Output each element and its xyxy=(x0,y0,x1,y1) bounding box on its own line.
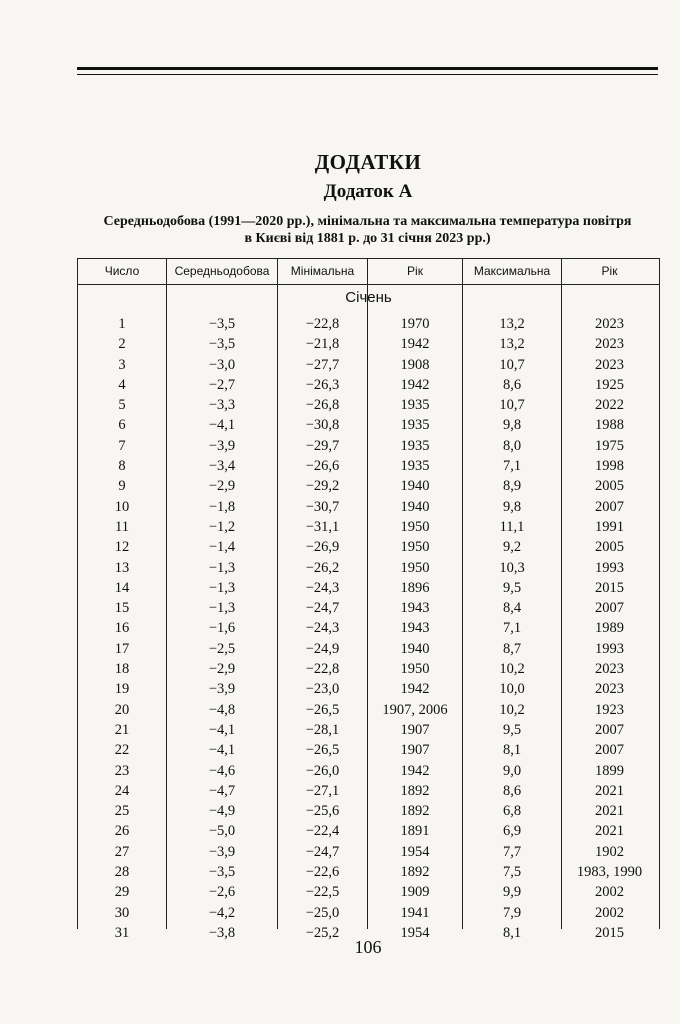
cell-maximum: 8,7 xyxy=(502,640,522,657)
cell-maximum-year: 1993 xyxy=(595,640,624,657)
cell-maximum-year: 1993 xyxy=(595,559,624,576)
table-row xyxy=(78,497,659,517)
table-row xyxy=(78,436,659,456)
cell-day: 4 xyxy=(118,376,126,393)
cell-minimum: −24,3 xyxy=(305,620,340,637)
cell-maximum: 13,2 xyxy=(499,316,525,332)
cell-day: 6 xyxy=(118,417,126,434)
cell-minimum-year: 1943 xyxy=(400,620,430,637)
cell-maximum: 9,5 xyxy=(502,721,522,738)
cell-minimum: −26,2 xyxy=(305,559,340,576)
cell-maximum: 10,7 xyxy=(499,356,525,373)
table-row xyxy=(78,334,659,354)
table-row xyxy=(78,862,659,882)
cell-daily-average: −1,3 xyxy=(208,600,236,617)
cell-minimum-year: 1892 xyxy=(400,782,430,799)
cell-maximum: 8,4 xyxy=(502,600,522,617)
table-body xyxy=(78,314,659,943)
cell-maximum-year: 1988 xyxy=(595,417,624,434)
cell-maximum: 10,2 xyxy=(499,661,525,678)
cell-daily-average: −3,5 xyxy=(208,864,236,881)
cell-maximum: 10,7 xyxy=(499,397,525,414)
cell-minimum: −25,2 xyxy=(305,924,340,941)
cell-maximum-year: 1902 xyxy=(595,843,624,860)
appendix-title: Додаток А xyxy=(323,181,413,202)
cell-minimum: −27,7 xyxy=(305,356,340,373)
table-row xyxy=(78,882,659,902)
cell-minimum-year: 1950 xyxy=(400,518,430,535)
cell-maximum: 13,2 xyxy=(499,336,525,353)
cell-daily-average: −1,6 xyxy=(208,620,236,637)
cell-day: 13 xyxy=(114,559,130,576)
table-row xyxy=(78,659,659,679)
cell-minimum-year: 1970 xyxy=(400,316,430,332)
cell-maximum-year: 2005 xyxy=(595,478,624,495)
cell-maximum: 7,7 xyxy=(502,843,522,860)
cell-daily-average: −1,4 xyxy=(208,539,236,556)
cell-maximum-year: 2023 xyxy=(595,356,624,373)
cell-minimum: −26,3 xyxy=(305,376,340,393)
cell-day: 20 xyxy=(114,701,130,718)
cell-maximum-year: 2023 xyxy=(595,336,624,353)
top-rule-thick xyxy=(77,67,658,70)
cell-minimum: −24,3 xyxy=(305,579,340,596)
table-title-line-1: Середньодобова (1991—2020 рр.), мінімальна та максимальна температура повітря xyxy=(103,214,632,229)
table-row xyxy=(78,598,659,618)
table-row xyxy=(78,700,659,720)
table-row xyxy=(78,842,659,862)
cell-daily-average: −1,8 xyxy=(208,498,236,515)
cell-maximum-year: 2007 xyxy=(595,742,624,759)
cell-minimum-year: 1908 xyxy=(400,356,430,373)
cell-day: 31 xyxy=(114,924,130,941)
cell-maximum: 8,6 xyxy=(502,782,522,799)
cell-daily-average: −3,5 xyxy=(208,336,236,353)
cell-day: 11 xyxy=(115,518,129,535)
table-row xyxy=(78,314,659,334)
cell-minimum: −26,5 xyxy=(305,742,340,759)
temperature-table xyxy=(77,258,660,941)
cell-day: 21 xyxy=(114,721,130,738)
cell-day: 5 xyxy=(118,397,126,414)
cell-minimum-year: 1896 xyxy=(400,579,430,596)
header-maximum-year: Рік xyxy=(601,264,618,278)
cell-day: 9 xyxy=(118,478,126,495)
cell-maximum-year: 2023 xyxy=(595,681,624,698)
table-row xyxy=(78,558,659,578)
cell-day: 10 xyxy=(114,498,130,515)
cell-daily-average: −1,3 xyxy=(208,579,236,596)
cell-maximum: 7,1 xyxy=(502,620,522,637)
cell-minimum: −22,4 xyxy=(305,823,340,840)
cell-minimum-year: 1940 xyxy=(400,478,430,495)
cell-daily-average: −1,3 xyxy=(208,559,236,576)
cell-daily-average: −3,5 xyxy=(208,316,236,332)
cell-minimum: −24,7 xyxy=(305,600,340,617)
cell-maximum-year: 2002 xyxy=(595,884,624,901)
cell-minimum: −22,6 xyxy=(305,864,340,881)
cell-maximum-year: 2021 xyxy=(595,823,624,840)
table-title xyxy=(80,213,655,247)
cell-maximum-year: 2005 xyxy=(595,539,624,556)
cell-day: 27 xyxy=(114,843,130,860)
cell-daily-average: −4,8 xyxy=(208,701,236,718)
cell-maximum-year: 2007 xyxy=(595,600,624,617)
cell-maximum-year: 2021 xyxy=(595,803,624,820)
cell-daily-average: −3,3 xyxy=(208,397,236,414)
cell-maximum: 9,0 xyxy=(502,762,522,779)
cell-day: 30 xyxy=(114,904,130,921)
cell-maximum-year: 2022 xyxy=(595,397,624,414)
cell-minimum-year: 1943 xyxy=(400,600,430,617)
cell-maximum-year: 1998 xyxy=(595,458,624,475)
table-row xyxy=(78,781,659,801)
cell-day: 1 xyxy=(118,316,126,332)
table-row xyxy=(78,456,659,476)
cell-day: 7 xyxy=(118,437,126,454)
cell-maximum: 11,1 xyxy=(499,518,525,535)
cell-daily-average: −3,4 xyxy=(208,458,236,475)
cell-maximum: 6,8 xyxy=(502,803,522,820)
cell-minimum-year: 1935 xyxy=(400,458,430,475)
header-daily-average: Середньодобова xyxy=(174,264,270,278)
cell-minimum: −23,0 xyxy=(305,681,340,698)
cell-minimum-year: 1954 xyxy=(400,843,430,860)
cell-maximum: 7,1 xyxy=(502,458,522,475)
cell-daily-average: −4,1 xyxy=(208,721,236,738)
cell-minimum: −28,1 xyxy=(305,721,340,738)
cell-daily-average: −1,2 xyxy=(208,518,236,535)
cell-minimum-year: 1935 xyxy=(400,437,430,454)
cell-minimum-year: 1942 xyxy=(400,336,430,353)
cell-minimum: −21,8 xyxy=(305,336,340,353)
cell-maximum-year: 1983, 1990 xyxy=(576,864,643,881)
cell-maximum: 10,0 xyxy=(499,681,525,698)
cell-daily-average: −3,8 xyxy=(208,924,236,941)
cell-maximum: 8,0 xyxy=(502,437,522,454)
cell-minimum-year: 1909 xyxy=(400,884,430,901)
cell-maximum: 10,3 xyxy=(499,559,525,576)
cell-day: 24 xyxy=(114,782,130,799)
cell-daily-average: −3,9 xyxy=(208,681,236,698)
cell-minimum: −26,6 xyxy=(305,458,340,475)
cell-maximum-year: 1899 xyxy=(595,762,624,779)
cell-maximum: 9,8 xyxy=(502,417,522,434)
cell-maximum-year: 2021 xyxy=(595,782,624,799)
header-day: Число xyxy=(104,264,140,278)
cell-minimum: −31,1 xyxy=(305,518,340,535)
cell-minimum: −22,8 xyxy=(305,316,340,332)
cell-minimum-year: 1942 xyxy=(400,762,430,779)
cell-daily-average: −2,7 xyxy=(208,376,236,393)
cell-minimum-year: 1954 xyxy=(400,924,430,941)
cell-maximum: 8,9 xyxy=(502,478,522,495)
cell-maximum-year: 2023 xyxy=(595,661,624,678)
cell-day: 8 xyxy=(118,458,126,475)
cell-day: 26 xyxy=(114,823,130,840)
cell-minimum: −26,0 xyxy=(305,762,340,779)
table-row xyxy=(78,761,659,781)
cell-minimum: −24,9 xyxy=(305,640,340,657)
cell-maximum-year: 1975 xyxy=(595,437,624,454)
cell-minimum-year: 1950 xyxy=(400,559,430,576)
page-number: 106 xyxy=(354,937,382,957)
cell-maximum: 9,9 xyxy=(502,884,522,901)
cell-day: 28 xyxy=(114,864,130,881)
table-header-row xyxy=(78,259,659,285)
cell-minimum: −29,2 xyxy=(305,478,340,495)
cell-minimum: −30,7 xyxy=(305,498,340,515)
table-row xyxy=(78,537,659,557)
table-row xyxy=(78,679,659,699)
table-title-line-2: в Києві від 1881 р. до 31 січня 2023 рр.) xyxy=(244,231,491,246)
cell-maximum-year: 2015 xyxy=(595,924,624,941)
cell-day: 29 xyxy=(114,884,130,901)
cell-day: 18 xyxy=(114,661,130,678)
cell-minimum: −26,9 xyxy=(305,539,340,556)
cell-maximum-year: 2002 xyxy=(595,904,624,921)
cell-minimum-year: 1907, 2006 xyxy=(382,701,448,718)
cell-minimum-year: 1907 xyxy=(400,721,430,738)
cell-maximum: 8,6 xyxy=(502,376,522,393)
cell-minimum-year: 1940 xyxy=(400,640,430,657)
table-row xyxy=(78,517,659,537)
cell-day: 25 xyxy=(114,803,130,820)
cell-minimum-year: 1935 xyxy=(400,417,430,434)
cell-daily-average: −3,9 xyxy=(208,843,236,860)
cell-day: 12 xyxy=(114,539,130,556)
table-row xyxy=(78,801,659,821)
cell-maximum: 6,9 xyxy=(502,823,522,840)
cell-maximum-year: 1991 xyxy=(595,518,624,535)
cell-minimum-year: 1891 xyxy=(400,823,430,840)
table-row xyxy=(78,821,659,841)
cell-minimum-year: 1950 xyxy=(400,661,430,678)
cell-maximum-year: 2015 xyxy=(595,579,624,596)
cell-minimum: −22,8 xyxy=(305,661,340,678)
cell-minimum-year: 1892 xyxy=(400,864,430,881)
cell-minimum: −30,8 xyxy=(305,417,340,434)
cell-day: 15 xyxy=(114,600,130,617)
table-row xyxy=(78,415,659,435)
cell-maximum: 7,5 xyxy=(502,864,522,881)
cell-maximum: 9,8 xyxy=(502,498,522,515)
cell-day: 16 xyxy=(114,620,130,637)
month-label: Січень xyxy=(345,289,392,306)
header-minimum-year: Рік xyxy=(407,264,423,278)
header-minimum: Мінімальна xyxy=(290,264,355,278)
cell-minimum: −27,1 xyxy=(305,782,340,799)
cell-day: 17 xyxy=(114,640,130,657)
cell-day: 23 xyxy=(114,762,130,779)
cell-day: 19 xyxy=(114,681,130,698)
table-row xyxy=(78,476,659,496)
cell-maximum: 7,9 xyxy=(502,904,522,921)
cell-minimum-year: 1907 xyxy=(400,742,430,759)
cell-minimum-year: 1950 xyxy=(400,539,430,556)
cell-minimum: −22,5 xyxy=(305,884,340,901)
cell-minimum-year: 1935 xyxy=(400,397,430,414)
table-row xyxy=(78,720,659,740)
cell-maximum-year: 1989 xyxy=(595,620,624,637)
cell-maximum: 8,1 xyxy=(502,924,522,941)
cell-minimum-year: 1942 xyxy=(400,376,430,393)
cell-daily-average: −2,9 xyxy=(208,478,236,495)
table-row xyxy=(78,639,659,659)
cell-daily-average: −3,0 xyxy=(208,356,236,373)
cell-maximum-year: 2007 xyxy=(595,498,624,515)
cell-maximum-year: 2023 xyxy=(595,316,624,332)
cell-daily-average: −4,1 xyxy=(208,417,236,434)
cell-day: 2 xyxy=(118,336,126,353)
cell-minimum-year: 1941 xyxy=(400,904,430,921)
cell-day: 3 xyxy=(118,356,126,373)
cell-daily-average: −3,9 xyxy=(208,437,236,454)
cell-minimum: −26,8 xyxy=(305,397,340,414)
section-title: ДОДАТКИ xyxy=(314,150,422,174)
cell-maximum: 8,1 xyxy=(502,742,522,759)
cell-maximum-year: 1925 xyxy=(595,376,624,393)
cell-daily-average: −2,6 xyxy=(208,884,236,901)
cell-minimum-year: 1942 xyxy=(400,681,430,698)
cell-minimum: −25,6 xyxy=(305,803,340,820)
cell-day: 14 xyxy=(114,579,130,596)
cell-minimum: −25,0 xyxy=(305,904,340,921)
cell-minimum: −26,5 xyxy=(305,701,340,718)
table-row xyxy=(78,375,659,395)
cell-minimum: −24,7 xyxy=(305,843,340,860)
cell-minimum-year: 1940 xyxy=(400,498,430,515)
cell-minimum-year: 1892 xyxy=(400,803,430,820)
cell-day: 22 xyxy=(114,742,130,759)
cell-maximum: 9,2 xyxy=(502,539,522,556)
cell-maximum: 10,2 xyxy=(499,701,525,718)
cell-daily-average: −4,1 xyxy=(208,742,236,759)
table-row xyxy=(78,618,659,638)
cell-maximum-year: 2007 xyxy=(595,721,624,738)
cell-daily-average: −4,2 xyxy=(208,904,236,921)
cell-maximum: 9,5 xyxy=(502,579,522,596)
top-rule-thin xyxy=(77,74,658,75)
cell-daily-average: −4,6 xyxy=(208,762,236,779)
cell-daily-average: −4,9 xyxy=(208,803,236,820)
cell-daily-average: −2,5 xyxy=(208,640,236,657)
table-row xyxy=(78,903,659,923)
table-row xyxy=(78,355,659,375)
cell-daily-average: −4,7 xyxy=(208,782,236,799)
cell-maximum-year: 1923 xyxy=(595,701,624,718)
table-row xyxy=(78,578,659,598)
table-row xyxy=(78,740,659,760)
cell-daily-average: −2,9 xyxy=(208,661,236,678)
cell-minimum: −29,7 xyxy=(305,437,340,454)
header-maximum: Максимальна xyxy=(473,264,551,278)
cell-daily-average: −5,0 xyxy=(208,823,236,840)
table-row xyxy=(78,395,659,415)
